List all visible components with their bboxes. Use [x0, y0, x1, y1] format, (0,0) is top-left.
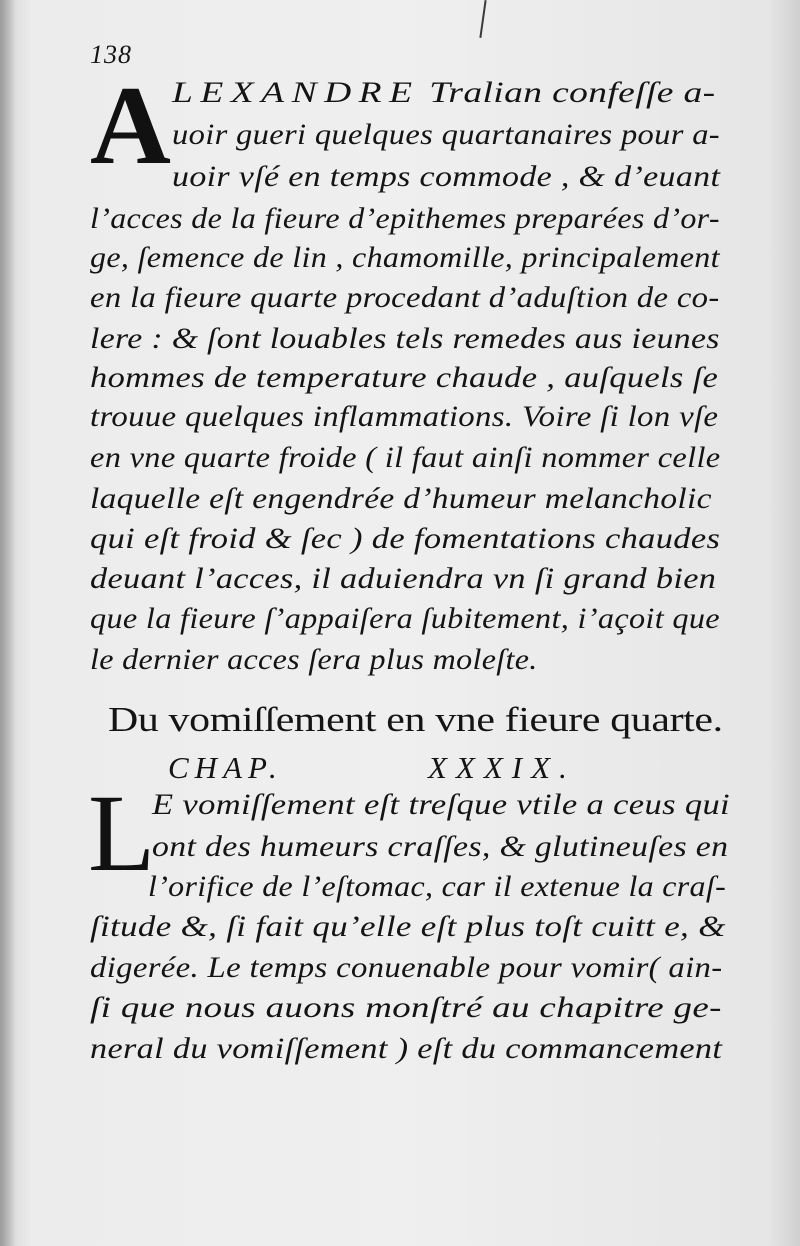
- chapter-number: XXXIX.: [428, 750, 576, 785]
- section1-line: lere : & ſont louables tels remedes aus ieunes: [90, 322, 720, 355]
- drop-cap-l: L: [88, 772, 156, 894]
- section2-line: digerée. Le temps conuenable pour vomir( ain-: [90, 951, 723, 984]
- section1-line: uoir gueri quelques quartanaires pour a-: [172, 118, 720, 151]
- drop-cap-a: A: [90, 64, 171, 188]
- section1-line: que la fieure ſ’appaiſera ſubitement, i’açoit que: [90, 602, 720, 635]
- section1-line: en la fieure quarte procedant d’aduſtion de co-: [90, 281, 720, 314]
- paper-fold-mark: [479, 0, 486, 38]
- section1-line: en vne quarte froide ( il faut ainſi nommer celle: [90, 441, 721, 474]
- section1-line: deuant l’acces, il aduiendra vn ſi grand bien: [90, 562, 717, 595]
- section1-line: laquelle eſt engendrée d’humeur melancholic: [90, 482, 712, 515]
- chapter-label: CHAP.: [168, 750, 283, 785]
- section2-line: ſitude &, ſi fait qu’elle eſt plus toſt cuitt e, &: [90, 910, 726, 943]
- chapter-heading: Du vomiſſement en vne fieure quarte.: [108, 700, 723, 739]
- section2-line: E vomiſſement eſt treſque vtile a ceus qui: [152, 788, 730, 821]
- section2-line: neral du vomiſſement ) eſt du commancement: [90, 1032, 723, 1065]
- section2-line: ſi que nous auons monſtré au chapitre ge-: [90, 991, 722, 1024]
- section1-line: LEXANDRE Tralian confeſſe a-: [172, 76, 716, 109]
- page-number: 138: [90, 40, 132, 69]
- section2-line: ont des humeurs craſſes, & glutineuſes en: [152, 830, 729, 863]
- section1-line: le dernier acces ſera plus moleſte.: [90, 643, 538, 676]
- section2-line: l’orifice de l’eſtomac, car il extenue la craſ-: [148, 870, 727, 903]
- section1-line: ge, ſemence de lin , chamomille, principalement: [90, 241, 720, 274]
- section1-line: hommes de temperature chaude , auſquels ſe: [90, 361, 719, 394]
- section1-line: trouue quelques inflammations. Voire ſi lon vſe: [90, 400, 719, 433]
- binding-gutter-shadow: [0, 0, 16, 1246]
- section1-line: l’acces de la fieure d’epithemes preparées d’or-: [90, 202, 720, 235]
- section1-line: uoir vſé en temps commode , & d’euant: [172, 160, 721, 193]
- section1-line: qui eſt froid & ſec ) de fomentations chaudes: [90, 522, 721, 555]
